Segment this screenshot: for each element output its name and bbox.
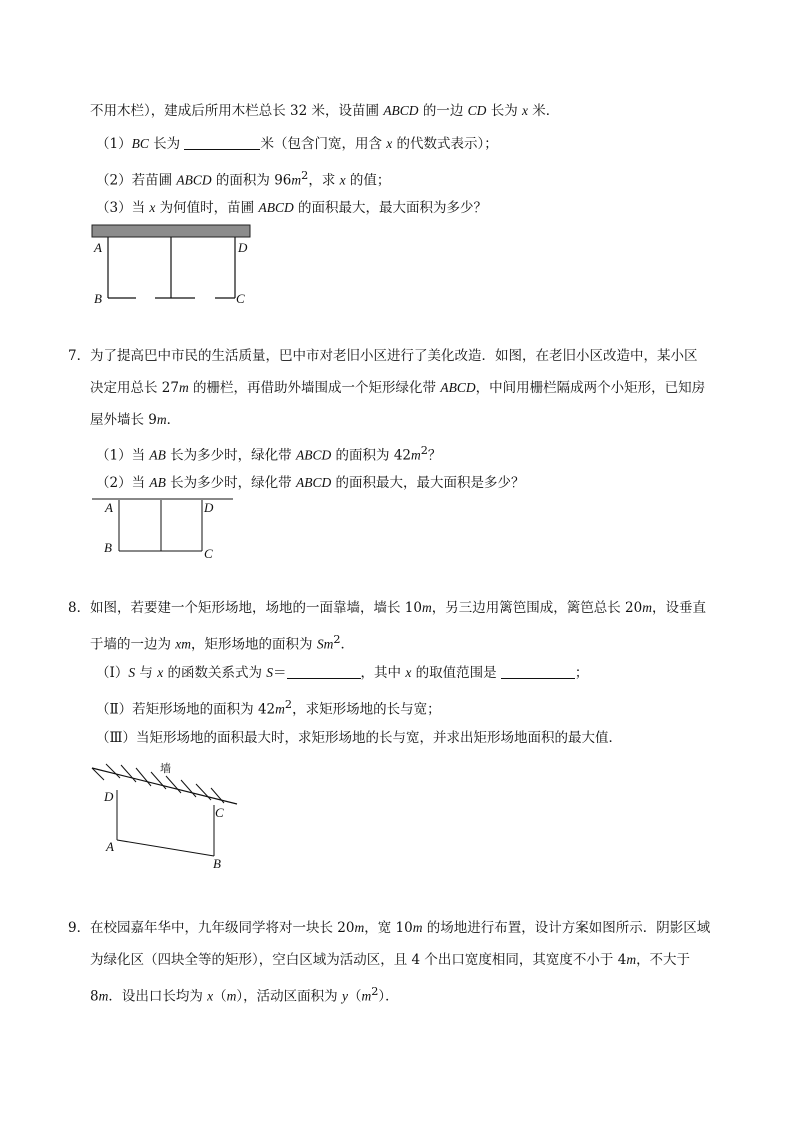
q7-number: 7． (68, 348, 91, 364)
math-m: m (275, 701, 285, 717)
text: 8 (90, 988, 99, 1005)
label-b: B (213, 856, 221, 871)
math-m: m (411, 447, 421, 463)
text: 米． (528, 103, 560, 119)
text: 的取值范围是 (411, 665, 501, 681)
side-ab (117, 840, 214, 856)
label-d: D (204, 500, 214, 515)
math-x: x (405, 665, 412, 680)
text: 长为多少时，绿化带 (165, 475, 296, 491)
math-ab: AB (149, 475, 166, 490)
text: 屋外墙长 9 (90, 412, 157, 428)
superscript: 2 (371, 985, 379, 998)
math-x: x (207, 988, 214, 1004)
text: ，宽 10 (364, 920, 413, 936)
text: ； (574, 665, 589, 681)
text: 为何值时，苗圃 (155, 200, 259, 216)
text: ． (166, 412, 181, 428)
text: ，设垂直 (651, 600, 706, 616)
math-s: S (128, 665, 136, 680)
text: 决定用总长 27 (90, 380, 179, 396)
text: （Ⅰ） (96, 665, 129, 681)
superscript: 2 (420, 444, 428, 457)
label-c: C (215, 805, 224, 820)
q9-number: 9． (68, 920, 91, 936)
math-abcd: ABCD (295, 447, 332, 463)
math-m: m (98, 988, 109, 1004)
label-b: B (104, 540, 112, 555)
math-m: m (226, 988, 237, 1004)
math-m: m (412, 920, 423, 935)
math-abcd: ABCD (176, 172, 212, 188)
text: ）． (378, 988, 399, 1005)
math-xm: xm (175, 636, 192, 652)
wall-label: 墙 (160, 762, 171, 775)
text: ，其中 (360, 665, 406, 681)
math-m: m (421, 600, 432, 615)
math-x: x (522, 103, 529, 118)
text: （ (213, 988, 227, 1005)
math-ab: AB (149, 447, 166, 463)
text: ．设出口长均为 (108, 988, 208, 1005)
text: ？ (427, 447, 442, 464)
math-sm: Sm (316, 636, 334, 652)
text: 如图，若要建一个矩形场地，场地的一面靠墙，墙长 10 (90, 600, 422, 616)
label-a: A (106, 839, 114, 854)
math-abcd: ABCD (383, 103, 419, 118)
math-x: x (149, 200, 156, 215)
math-m: m (626, 952, 637, 967)
text: ），活动区面积为 (236, 988, 342, 1005)
text: 的一边 (418, 103, 468, 119)
text: （1） (96, 136, 132, 152)
text: ，另三边用篱笆围成，篱笆总长 20 (431, 600, 643, 616)
text: ＝ (273, 665, 287, 681)
math-abcd: ABCD (440, 380, 476, 395)
text: 在校园嘉年华中，九年级同学将对一块长 20 (90, 920, 355, 936)
text: （1）当 (96, 447, 150, 464)
math-m: m (642, 600, 652, 615)
label-a: A (105, 500, 113, 515)
superscript: 2 (333, 633, 341, 646)
text: 的代数式表示）； (392, 136, 498, 152)
text: 的函数关系式为 (163, 665, 267, 681)
superscript: 2 (301, 169, 309, 182)
text: （ (347, 988, 362, 1005)
math-abcd: ABCD (295, 475, 332, 490)
text: 的面积最大，最大面积为多少？ (293, 200, 488, 216)
text: 长为 (148, 136, 185, 152)
text: 长为 (486, 103, 523, 119)
q9-line2 (90, 950, 690, 970)
text: ． (340, 636, 355, 653)
text: 的面积最大，最大面积是多少？ (331, 475, 525, 491)
text: 与 (135, 665, 158, 681)
math-m: m (361, 988, 372, 1004)
text: 为绿化区（四块全等的矩形），空白区域为活动区，且 4 个出口宽度相同，其宽度不小于 4 (90, 952, 627, 968)
q8-part3: （Ⅲ）当矩形场地的面积最大时，求矩形场地的长与宽，并求出矩形场地面积的最大值． (96, 730, 623, 746)
label-c: C (236, 291, 245, 306)
math-m: m (178, 380, 189, 395)
text: （3）当 (96, 200, 150, 216)
q9-line3 (90, 982, 399, 1007)
q7-line1: 为了提高巴中市民的生活质量，巴中市对老旧小区进行了美化改造．如图，在老旧小区改造中，某小区 (90, 348, 698, 364)
text: 长为多少时，绿化带 (165, 447, 296, 464)
math-cd: CD (467, 103, 487, 118)
text: 不用木栏），建成后所用木栏总长 32 米，设苗圃 (90, 103, 384, 119)
text: 的值； (345, 172, 391, 189)
math-bc: BC (131, 136, 149, 151)
text: 米（包含门宽，用含 (260, 136, 387, 152)
text: （2）当 (96, 475, 150, 491)
text: ，中间用栅栏隔成两个小矩形，已知房 (475, 380, 706, 396)
math-x: x (339, 172, 346, 188)
q9-line1 (90, 918, 710, 938)
math-x: x (386, 136, 393, 151)
text: ，求 (308, 172, 340, 189)
math-x: x (157, 665, 164, 680)
text: 的栅栏，再借助外墙围成一个矩形绿化带 (188, 380, 441, 396)
text: ，不大于 (636, 952, 691, 968)
text: （Ⅱ）若矩形场地的面积为 42 (96, 701, 276, 718)
math-m: m (156, 412, 167, 427)
math-abcd: ABCD (258, 200, 294, 215)
text: 的面积为 42 (331, 447, 411, 464)
label-b: B (94, 291, 102, 306)
math-s: S (266, 665, 274, 680)
text: 的面积为 96 (211, 172, 292, 189)
text: 的场地进行布置，设计方案如图所示．阴影区域 (422, 920, 711, 936)
math-y: y (341, 988, 348, 1004)
label-a: A (94, 240, 102, 255)
q8-number: 8． (68, 600, 91, 616)
text: ，求矩形场地的长与宽； (292, 701, 441, 718)
superscript: 2 (284, 698, 293, 711)
label-d: D (104, 789, 114, 804)
text: 于墙的一边为 (90, 636, 176, 653)
label-d: D (238, 240, 248, 255)
text: （2）若苗圃 (96, 172, 177, 189)
math-m: m (291, 172, 302, 188)
math-m: m (354, 920, 365, 935)
text: ，矩形场地的面积为 (191, 636, 317, 653)
label-c: C (204, 546, 213, 561)
